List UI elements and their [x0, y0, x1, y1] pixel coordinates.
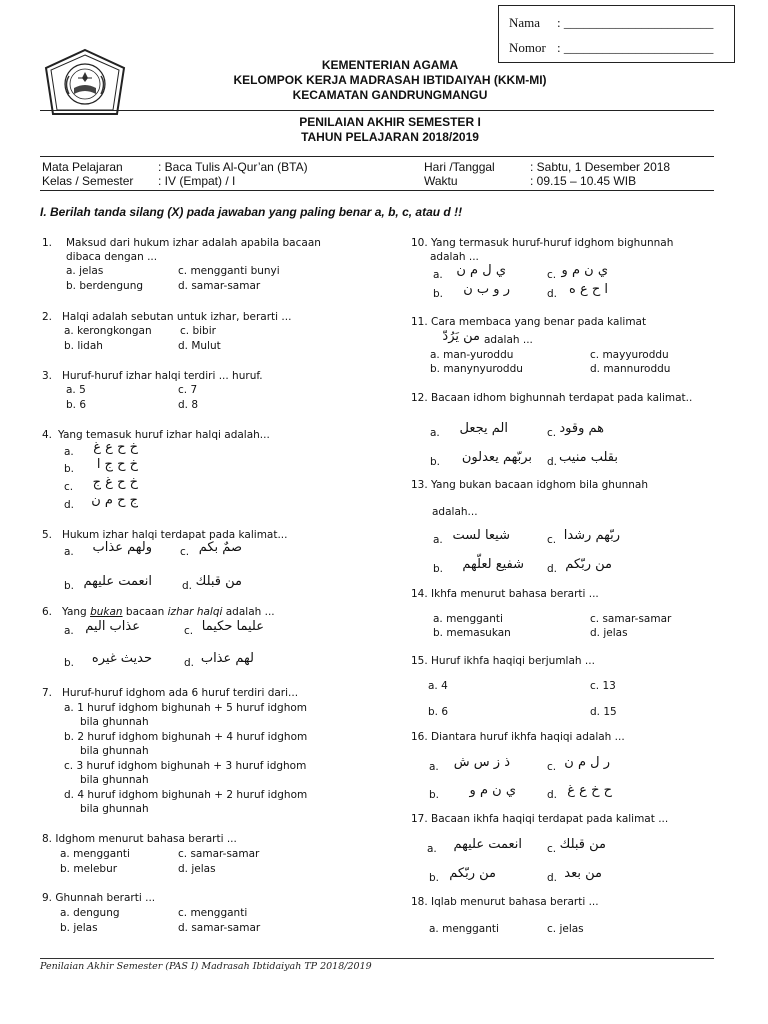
q9-option-b[interactable]: b. jelas: [60, 922, 98, 934]
q13-option-d[interactable]: من ربّكم: [565, 557, 612, 572]
q1-text: Maksud dari hukum izhar adalah apabila bacaan: [66, 237, 321, 249]
q16-label-a: a.: [429, 761, 439, 773]
q9-text: 9. Ghunnah berarti ...: [42, 892, 156, 904]
exam-title: PENILAIAN AKHIR SEMESTER I: [299, 115, 481, 129]
q3-text: Huruf-huruf izhar halqi terdiri ... huruf.: [62, 370, 263, 382]
q5-number: 5.: [42, 529, 53, 541]
q10-text-cont: adalah ...: [430, 251, 479, 263]
q1-option-c[interactable]: c. mengganti bunyi: [178, 265, 280, 277]
q15-option-a[interactable]: a. 4: [428, 680, 448, 692]
q1-option-d[interactable]: d. samar-samar: [178, 280, 261, 292]
q17-option-c[interactable]: من قبلك: [559, 837, 606, 852]
q5-option-a[interactable]: ولهم عذاب: [92, 540, 152, 555]
q7-option-c[interactable]: c. 3 huruf idghom bighunah + 3 huruf idghom: [64, 760, 307, 772]
q17-label-b: b.: [429, 872, 440, 884]
q5-label-d: d.: [182, 580, 193, 592]
q14-option-c[interactable]: c. samar-samar: [590, 613, 672, 625]
q1-number: 1.: [42, 237, 53, 249]
name-field[interactable]: : _______________________: [557, 15, 714, 30]
q4-label-a: a.: [64, 446, 74, 458]
q6-option-b[interactable]: حديث غيره: [91, 651, 152, 666]
q1-text-cont: dibaca dengan ...: [66, 251, 158, 263]
q10-text: 10. Yang termasuk huruf-huruf idghom bighunnah: [411, 237, 674, 249]
q3-option-a[interactable]: a. 5: [66, 384, 86, 396]
q17-label-c: c.: [547, 843, 557, 855]
q3-number: 3.: [42, 370, 53, 382]
q4-option-b[interactable]: خ ح ج ا: [96, 457, 138, 472]
day-value: : Sabtu, 1 Desember 2018: [530, 160, 671, 174]
q17-text: 17. Bacaan ikhfa haqiqi terdapat pada kalimat ...: [411, 813, 669, 825]
name-row: [509, 15, 714, 31]
q8-option-d[interactable]: d. jelas: [178, 863, 216, 875]
q6-number: 6.: [42, 606, 53, 618]
q4-option-a[interactable]: خ ح ع غ: [93, 440, 138, 455]
kemenag-logo-icon: [44, 48, 126, 118]
q2-text: Halqi adalah sebutan untuk izhar, berarti ...: [62, 311, 292, 323]
q10-option-b[interactable]: ر و ب ن: [463, 282, 510, 297]
instruction: I. Berilah tanda silang (X) pada jawaban yang paling benar a, b, c, atau d !!: [40, 205, 463, 219]
footer-divider: [40, 958, 714, 959]
q15-text: 15. Huruf ikhfa haqiqi berjumlah ...: [411, 655, 595, 667]
footer-text: Penilaian Akhir Semester (PAS I) Madrasah Ibtidaiyah TP 2018/2019: [40, 961, 372, 972]
q2-number: 2.: [42, 311, 53, 323]
q10-label-a: a.: [433, 269, 443, 281]
q12-option-a[interactable]: الم يجعل: [459, 421, 508, 436]
q11-option-d[interactable]: d. mannuroddu: [590, 363, 671, 375]
q10-option-d[interactable]: ا ح ع ه: [569, 282, 608, 297]
q17-option-a[interactable]: انعمت عليهم: [453, 837, 522, 852]
q2-option-c[interactable]: c. bibir: [180, 325, 216, 337]
q11-text-cont: adalah ...: [484, 334, 533, 346]
q14-option-a[interactable]: a. mengganti: [433, 613, 503, 625]
q9-option-d[interactable]: d. samar-samar: [178, 922, 261, 934]
time-value: : 09.15 – 10.45 WIB: [530, 174, 637, 188]
q5-label-a: a.: [64, 546, 74, 558]
q11-text: 11. Cara membaca yang benar pada kalimat: [411, 316, 647, 328]
q6-label-c: c.: [184, 625, 194, 637]
q11-option-c[interactable]: c. mayyuroddu: [590, 349, 669, 361]
q10-label-d: d.: [547, 288, 558, 300]
q2-option-a[interactable]: a. kerongkongan: [64, 325, 152, 337]
q7-option-c-cont: bila ghunnah: [80, 774, 149, 786]
q7-text: Huruf-huruf idghom ada 6 huruf terdiri dari...: [62, 687, 299, 699]
info-top-divider: [40, 156, 714, 157]
q10-label-c: c.: [547, 269, 557, 281]
q1-option-b[interactable]: b. berdengung: [66, 280, 144, 292]
q14-option-b[interactable]: b. memasukan: [433, 627, 511, 639]
q4-option-d[interactable]: ج ح م ن: [91, 493, 138, 508]
q6-text: Yang bukan bacaan izhar halqi adalah ...: [62, 606, 275, 618]
q10-label-b: b.: [433, 288, 444, 300]
number-label: Nomor: [509, 40, 546, 55]
q18-option-a[interactable]: a. mengganti: [429, 923, 499, 935]
q12-label-a: a.: [430, 427, 440, 439]
q6-label-a: a.: [64, 625, 74, 637]
q3-option-b[interactable]: b. 6: [66, 399, 87, 411]
q6-option-d[interactable]: لهم عذاب: [200, 651, 254, 666]
q8-option-b[interactable]: b. melebur: [60, 863, 118, 875]
q10-option-c[interactable]: ي ن م و: [561, 263, 608, 278]
q3-option-c[interactable]: c. 7: [178, 384, 198, 396]
student-identity-box: [498, 5, 735, 63]
info-bottom-divider: [40, 190, 714, 191]
q5-label-c: c.: [180, 546, 190, 558]
q8-option-c[interactable]: c. samar-samar: [178, 848, 260, 860]
q18-text: 18. Iqlab menurut bahasa berarti ...: [411, 896, 599, 908]
q9-option-a[interactable]: a. dengung: [60, 907, 120, 919]
q13-option-a[interactable]: شيعا لست: [452, 528, 510, 543]
header-divider: [40, 110, 714, 111]
q6-label-b: b.: [64, 657, 75, 669]
q13-label-b: b.: [433, 563, 444, 575]
number-field[interactable]: : _______________________: [557, 40, 714, 55]
q9-option-c[interactable]: c. mengganti: [178, 907, 248, 919]
q7-number: 7.: [42, 687, 53, 699]
q17-option-d[interactable]: من بعد: [564, 866, 602, 881]
q16-option-b[interactable]: ي ن م و: [469, 783, 516, 798]
q16-label-b: b.: [429, 789, 440, 801]
q15-option-b[interactable]: b. 6: [428, 706, 449, 718]
q8-option-a[interactable]: a. mengganti: [60, 848, 130, 860]
q12-label-c: c.: [547, 427, 557, 439]
q12-text: 12. Bacaan idhom bighunnah terdapat pada kalimat..: [411, 392, 693, 404]
q12-label-b: b.: [430, 456, 441, 468]
q1-option-a[interactable]: a. jelas: [66, 265, 104, 277]
q17-label-d: d.: [547, 872, 558, 884]
q4-label-c: c.: [64, 481, 74, 493]
exam-year: TAHUN PELAJARAN 2018/2019: [301, 130, 479, 144]
q4-text: Yang temasuk huruf izhar halqi adalah...: [58, 429, 270, 441]
q8-text: 8. Idghom menurut bahasa berarti ...: [42, 833, 237, 845]
q6-option-c[interactable]: عليما حكيما: [201, 619, 264, 634]
q7-option-b[interactable]: b. 2 huruf idghom bighunah + 4 huruf idghom: [64, 731, 308, 743]
day-label: Hari /Tanggal: [424, 160, 495, 174]
q16-option-c[interactable]: ر ل م ن: [564, 755, 610, 770]
q17-label-a: a.: [427, 843, 437, 855]
q16-label-d: d.: [547, 789, 558, 801]
q4-option-c[interactable]: خ ح غ ج: [92, 475, 138, 490]
subject-label: Mata Pelajaran: [42, 160, 123, 174]
q15-option-c[interactable]: c. 13: [590, 680, 616, 692]
q4-label-d: d.: [64, 499, 75, 511]
q3-option-d[interactable]: d. 8: [178, 399, 199, 411]
q13-text: 13. Yang bukan bacaan idghom bila ghunnah: [411, 479, 649, 491]
q12-option-b[interactable]: بربّهم يعدلون: [461, 450, 532, 465]
q14-option-d[interactable]: d. jelas: [590, 627, 628, 639]
q7-option-a-cont: bila ghunnah: [80, 716, 149, 728]
q13-option-c[interactable]: ربّهم رشدا: [563, 528, 620, 543]
q18-option-c[interactable]: c. jelas: [547, 923, 584, 935]
q5-option-d[interactable]: من قبلك: [195, 574, 242, 589]
q11-option-a[interactable]: a. man-yuroddu: [430, 349, 514, 361]
q5-option-c[interactable]: صمٌ بكم: [198, 540, 242, 555]
q6-option-a[interactable]: عذاب اليم: [85, 619, 140, 634]
q13-label-c: c.: [547, 534, 557, 546]
q16-text: 16. Diantara huruf ikhfa haqiqi adalah ...: [411, 731, 625, 743]
q13-option-b[interactable]: شفيع لعلّهم: [462, 557, 524, 572]
q16-option-a[interactable]: ذ ز س ش: [453, 755, 510, 770]
subject-value: : Baca Tulis Al-Qur’an (BTA): [158, 160, 308, 174]
q5-text: Hukum izhar halqi terdapat pada kalimat...: [62, 529, 288, 541]
q12-option-d[interactable]: بقلب منيب: [559, 450, 618, 465]
number-row: [509, 40, 714, 56]
q2-option-b[interactable]: b. lidah: [64, 340, 103, 352]
q14-text: 14. Ikhfa menurut bahasa berarti ...: [411, 588, 599, 600]
q7-option-d-cont: bila ghunnah: [80, 803, 149, 815]
class-label: Kelas / Semester: [42, 174, 134, 188]
q11-option-b[interactable]: b. manynyuroddu: [430, 363, 523, 375]
q7-option-b-cont: bila ghunnah: [80, 745, 149, 757]
time-label: Waktu: [424, 174, 458, 188]
q12-label-d: d.: [547, 456, 558, 468]
q16-label-c: c.: [547, 761, 557, 773]
q13-label-a: a.: [433, 534, 443, 546]
q16-option-d[interactable]: ح خ ع غ: [567, 783, 612, 798]
q7-option-d[interactable]: d. 4 huruf idghom bighunah + 2 huruf idghom: [64, 789, 308, 801]
class-value: : IV (Empat) / I: [158, 174, 236, 188]
q15-option-d[interactable]: d. 15: [590, 706, 617, 718]
q2-option-d[interactable]: d. Mulut: [178, 340, 221, 352]
name-label: Nama: [509, 15, 541, 30]
q6-label-d: d.: [184, 657, 195, 669]
q5-option-b[interactable]: انعمت عليهم: [83, 574, 152, 589]
q4-label-b: b.: [64, 463, 75, 475]
header-kkm: KELOMPOK KERJA MADRASAH IBTIDAIYAH (KKM-MI): [233, 73, 547, 87]
q13-text-cont: adalah...: [432, 506, 478, 518]
q4-number: 4.: [42, 429, 53, 441]
q17-option-b[interactable]: من ربّكم: [449, 866, 496, 881]
q10-option-a[interactable]: ي ل م ن: [456, 263, 506, 278]
q7-option-a[interactable]: a. 1 huruf idghom bighunah + 5 huruf idghom: [64, 702, 307, 714]
header-district: KECAMATAN GANDRUNGMANGU: [292, 88, 488, 102]
q5-label-b: b.: [64, 580, 75, 592]
q13-label-d: d.: [547, 563, 558, 575]
q11-arabic: من يَرُدّ: [442, 329, 480, 344]
q12-option-c[interactable]: هم وقود: [559, 421, 604, 436]
header-ministry: KEMENTERIAN AGAMA: [321, 58, 459, 72]
